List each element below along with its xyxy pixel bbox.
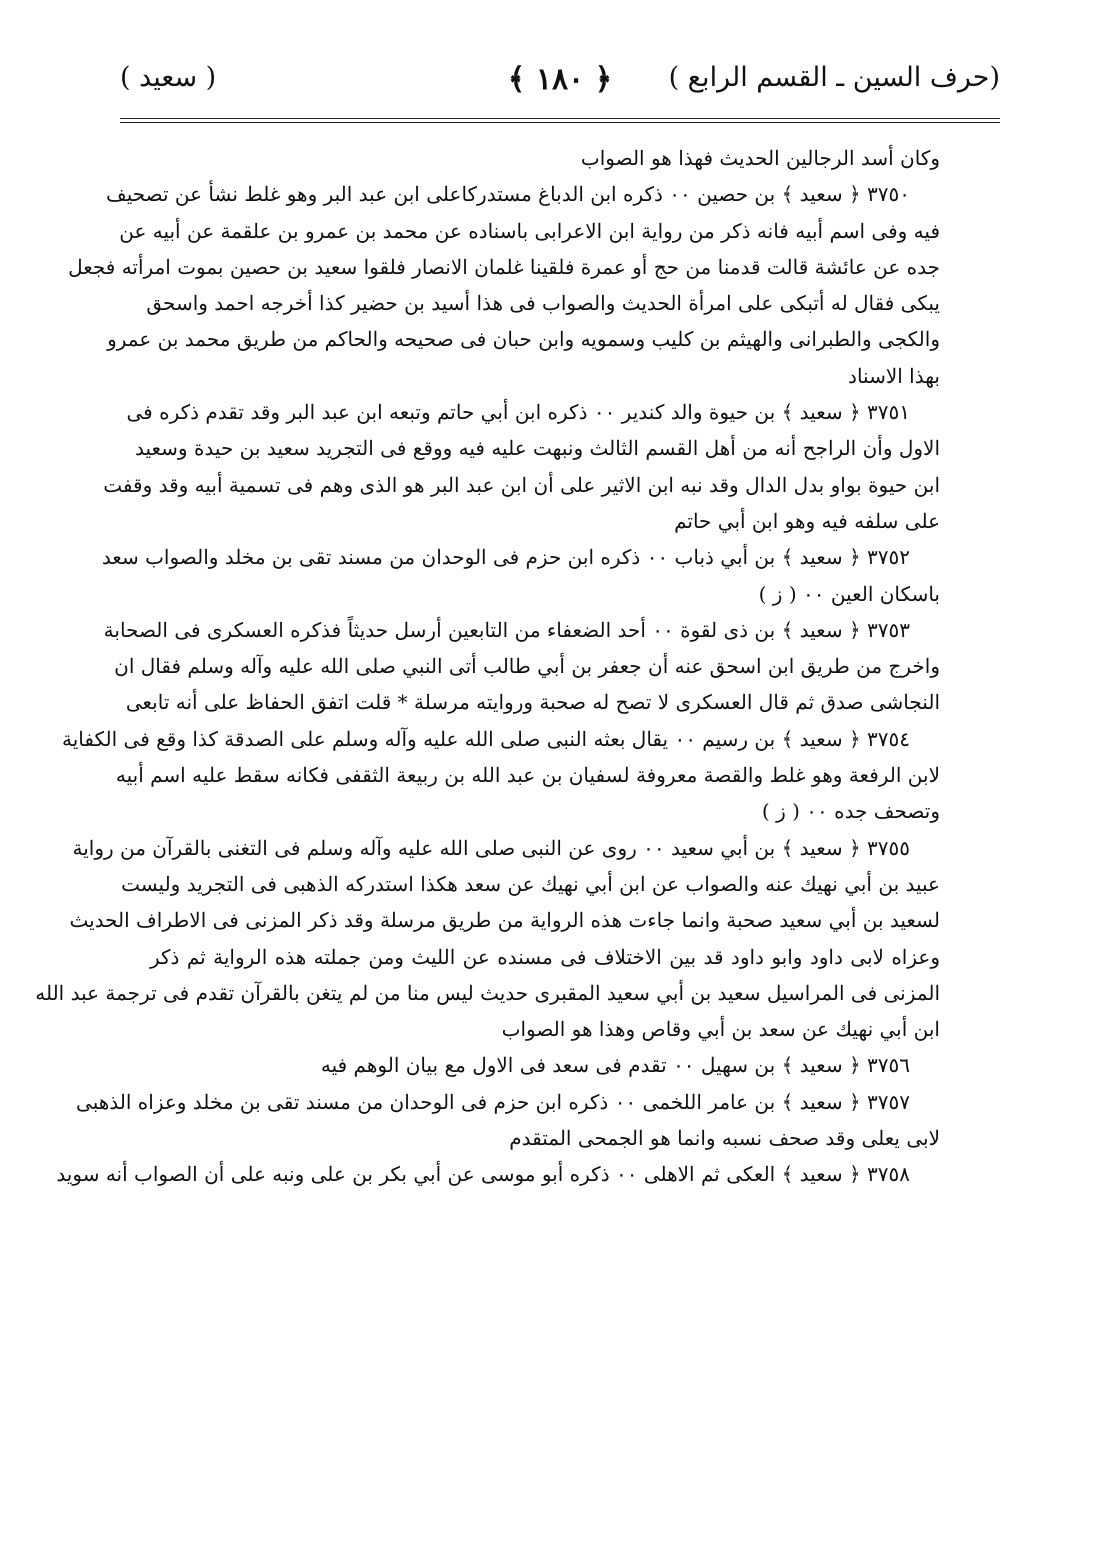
header-entry-name: ( سعيد ) bbox=[120, 62, 217, 93]
header-section-title: (حرف السين ـ القسم الرابع ) bbox=[668, 62, 1000, 93]
header-rule-bottom bbox=[120, 122, 1000, 123]
text-line: فيه وفى اسم أبيه فانه ذكر من رواية ابن الاعرابى باسناده عن محمد بن عمرو بن علقمة عن أبيه عن bbox=[119, 218, 940, 243]
entry-3752-line: ٣٧٥٢ ﴿ سعيد ﴾ بن أبي ذباب ٠٠ ذكره ابن حزم فى الوحدان من مسند تقى بن مخلد والصواب سعد bbox=[101, 545, 910, 570]
entry-3755-line: ٣٧٥٥ ﴿ سعيد ﴾ بن أبي سعيد ٠٠ روى عن النبى صلى الله عليه وآله وسلم فى التغنى بالقرآن من رواية bbox=[72, 835, 910, 860]
text-line: يبكى فقال له أتبكى على امرأة الحديث والصواب فى هذا أسيد بن حضير كذا أخرجه احمد واسحق bbox=[146, 291, 940, 316]
text-line: وعزاه لابى داود وابو داود قد بين الاختلاف فى مسنده عن الليث ومن جملته هذه الرواية ثم ذكر bbox=[150, 944, 940, 969]
entry-3751-line: ٣٧٥١ ﴿ سعيد ﴾ بن حيوة والد كندير ٠٠ ذكره ابن أبي حاتم وتبعه ابن عبد البر وقد تقدم ذكره فى bbox=[126, 400, 910, 425]
text-line: وتصحف جده ٠٠ ( ز ) bbox=[761, 799, 940, 824]
text-line: على سلفه فيه وهو ابن أبي حاتم bbox=[674, 508, 940, 533]
text-line: عبيد بن أبي نهيك عنه والصواب عن ابن أبي نهيك عن سعد هكذا استدركه الذهبى فى التجريد وليست bbox=[121, 871, 940, 896]
text-line: المزنى فى المراسيل سعيد بن أبي سعيد المقبرى حديث ليس منا من لم يتغن بالقرآن تقدم فى ترجمة عبد الله bbox=[35, 980, 940, 1005]
text-line: ابن أبي نهيك عن سعد بن أبي وقاص وهذا هو الصواب bbox=[501, 1017, 940, 1042]
entry-3754-line: ٣٧٥٤ ﴿ سعيد ﴾ بن رسيم ٠٠ يقال بعثه النبى صلى الله عليه وآله وسلم على الصدقة كذا وقع فى الكفاية bbox=[61, 726, 910, 751]
text-line: بهذا الاسناد bbox=[848, 363, 940, 388]
page-header bbox=[120, 62, 1000, 112]
text-line: وكان أسد الرجالين الحديث فهذا هو الصواب bbox=[580, 146, 940, 170]
entry-3758-line: ٣٧٥٨ ﴿ سعيد ﴾ العكى ثم الاهلى ٠٠ ذكره أبو موسى عن أبي بكر بن على ونبه على أن الصواب أنه سويد bbox=[56, 1162, 910, 1187]
text-line: النجاشى صدق ثم قال العسكرى لا تصح له صحبة وروايته مرسلة * قلت اتفق الحفاظ على أنه تابعى bbox=[125, 690, 940, 715]
text-line: والكجى والطبرانى والهيثم بن كليب وسمويه وابن حبان فى صحيحه والحاكم من طريق محمد بن عمرو bbox=[107, 327, 940, 352]
text-line: واخرج من طريق ابن اسحق عنه أن جعفر بن أبي طالب أتى النبي صلى الله عليه وآله وسلم فقال ان bbox=[114, 654, 940, 679]
text-line: باسكان العين ٠٠ ( ز ) bbox=[758, 581, 940, 606]
text-line: لسعيد بن أبي سعيد صحبة وانما جاءت هذه الرواية من طريق مرسلة وقد ذكر المزنى فى الاطراف الحديث bbox=[69, 908, 940, 933]
entry-3750-line: ٣٧٥٠ ﴿ سعيد ﴾ بن حصين ٠٠ ذكره ابن الدباغ مستدركاعلى ابن عبد البر وهو غلط نشأ عن تصحيف bbox=[106, 182, 910, 207]
text-line: لابى يعلى وقد صحف نسبه وانما هو الجمحى المتقدم bbox=[509, 1126, 940, 1151]
text-line: جده عن عائشة قالت قدمنا من حج أو عمرة فلقينا غلمان الانصار فلقوا سعيد بن حصين بموت امرأته فجعل bbox=[68, 254, 940, 279]
entry-3757-line: ٣٧٥٧ ﴿ سعيد ﴾ بن عامر اللخمى ٠٠ ذكره ابن حزم فى الوحدان من مسند تقى بن مخلد وعزاه الذهبى bbox=[76, 1089, 910, 1114]
page-body bbox=[35, 140, 940, 1193]
header-rule-top bbox=[120, 118, 1000, 119]
entry-3753-line: ٣٧٥٣ ﴿ سعيد ﴾ بن ذى لقوة ٠٠ أحد الضعفاء من التابعين أرسل حديثاً فذكره العسكرى فى الصحابة bbox=[103, 617, 910, 642]
entry-3756-line: ٣٧٥٦ ﴿ سعيد ﴾ بن سهيل ٠٠ تقدم فى سعد فى الاول مع بيان الوهم فيه bbox=[320, 1053, 910, 1078]
page-number: ﴿ ١٨٠ ﴾ bbox=[507, 62, 613, 97]
text-line: لابن الرفعة وهو غلط والقصة معروفة لسفيان بن عبد الله بن ربيعة الثقفى فكانه سقط عليه اسم أبيه bbox=[115, 763, 940, 788]
text-line: الاول وأن الراجح أنه من أهل القسم الثالث ونبهت عليه فيه ووقع فى التجريد سعيد بن حيدة وسعيد bbox=[134, 436, 940, 461]
text-line: ابن حيوة بواو بدل الدال وقد نبه ابن الاثير على أن ابن عبد البر هو الذى وهم فى تسمية أبيه وقد وقفت bbox=[103, 472, 940, 497]
